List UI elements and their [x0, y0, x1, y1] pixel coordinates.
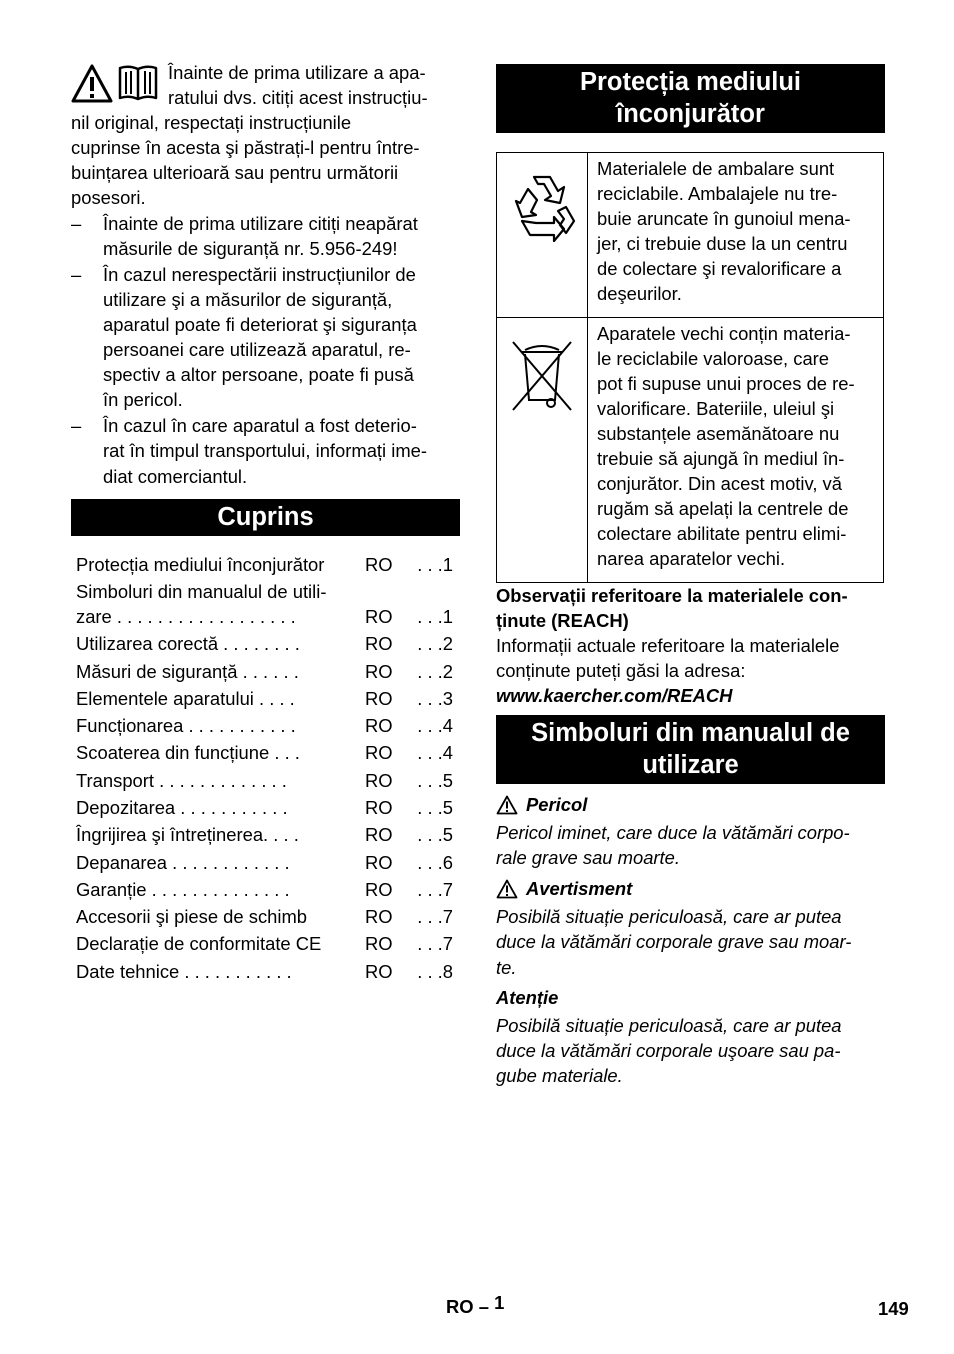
warning-triangle-icon	[496, 795, 518, 815]
toc-page: . . .2	[417, 660, 453, 682]
toc-title: Elementele aparatului . . . .	[76, 687, 295, 709]
toc-heading-text: Cuprins	[217, 502, 314, 531]
reach-text: conținute puteți găsi la adresa:	[496, 659, 746, 681]
environment-table	[496, 152, 884, 583]
toc-title: Declarație de conformitate CE	[76, 933, 322, 955]
text-line: narea aparatelor vechi.	[597, 548, 786, 570]
list-item-line: persoanei care utilizează aparatul, re-	[103, 339, 411, 361]
recycle-icon	[504, 167, 580, 243]
text-line: pot fi supuse unui proces de re-	[597, 372, 855, 394]
list-item-line: În cazul în care aparatul a fost deterio-	[103, 415, 417, 437]
toc-lang: RO	[365, 824, 393, 846]
text-line: Materialele de ambalare sunt	[597, 158, 835, 179]
reach-section	[496, 583, 885, 708]
heading-line: Simboluri din manualul de	[531, 718, 850, 747]
avertisment-label: Avertisment	[526, 878, 633, 900]
avertisment-title	[496, 876, 885, 901]
dash-bullet: –	[71, 415, 82, 437]
dash-bullet: –	[71, 212, 82, 234]
toc-heading	[71, 499, 460, 536]
text-line: colectare abilitate pentru elimi-	[597, 523, 847, 545]
avertisment-text: te.	[496, 956, 517, 978]
dash-bullet: –	[71, 263, 82, 285]
list-item	[71, 262, 460, 413]
toc-row[interactable]	[71, 740, 460, 765]
toc-lang: RO	[365, 851, 393, 873]
warning-triangle-icon	[71, 64, 113, 104]
toc-lang: RO	[365, 933, 393, 955]
text-line: conjurător. Din acest motiv, vă	[597, 473, 842, 495]
list-item-line: În cazul nerespectării instrucțiunilor de	[103, 263, 416, 285]
intro-line: ratului dvs. citiți acest instrucțiu-	[168, 87, 428, 109]
text-line: rugăm să apelați la centrele de	[597, 498, 849, 520]
text-line: reciclabile. Ambalajele nu tre-	[597, 183, 838, 205]
toc-title: Scoaterea din funcțiune . . .	[76, 742, 300, 764]
text-line: deşeurilor.	[597, 283, 682, 305]
toc-page: . . .6	[417, 851, 453, 873]
text-line: valorificare. Bateriile, uleiul şi	[597, 397, 835, 419]
toc-title: Simboluri din manualul de utili-	[76, 580, 327, 602]
toc-title: Transport . . . . . . . . . . . . .	[76, 769, 287, 791]
toc-lang: RO	[365, 553, 393, 575]
toc-row[interactable]	[71, 713, 460, 738]
toc-page: . . .3	[417, 687, 453, 709]
list-item-line: Înainte de prima utilizare citiți neapărat	[103, 212, 418, 234]
intro-paragraph	[71, 60, 460, 211]
list-item-line: aparatul poate fi deteriorat şi siguranța	[103, 313, 417, 335]
toc-lang: RO	[365, 633, 393, 655]
table-row	[497, 153, 884, 318]
text-line: trebuie să ajungă în mediul în-	[597, 448, 845, 470]
toc-title: Date tehnice . . . . . . . . . . .	[76, 960, 292, 982]
toc-page: . . .8	[417, 960, 453, 982]
toc-page: . . .5	[417, 769, 453, 791]
pericol-title	[496, 792, 885, 817]
list-item-line: diat comerciantul.	[103, 465, 248, 487]
toc-page: . . .5	[417, 824, 453, 846]
text-line: Aparatele vechi conțin materia-	[597, 322, 851, 344]
text-line: buie aruncate în gunoiul mena-	[597, 208, 851, 230]
toc-row[interactable]	[71, 659, 460, 684]
heading-line: înconjurător	[616, 100, 765, 128]
intro-icons	[71, 64, 163, 110]
toc-row[interactable]	[71, 850, 460, 875]
environment-heading	[496, 64, 885, 133]
avertisment-text: duce la vătămări corporale grave sau moar-	[496, 931, 852, 953]
footer-dash: –	[478, 1296, 489, 1317]
pericol-text: rale grave sau moarte.	[496, 847, 680, 869]
toc-lang: RO	[365, 660, 393, 682]
toc-page: . . .7	[417, 906, 453, 928]
manual-book-icon	[117, 64, 159, 104]
list-item	[71, 211, 460, 261]
toc-row[interactable]	[71, 604, 460, 629]
text-line: le reciclabile valoroase, care	[597, 347, 830, 369]
toc-lang: RO	[365, 769, 393, 791]
left-column	[71, 60, 460, 986]
list-item-line: rat în timpul transportului, informați ime-	[103, 440, 427, 462]
reach-link[interactable]: www.kaercher.com/REACH	[496, 684, 733, 706]
toc-row[interactable]	[71, 579, 460, 604]
footer-lang: RO	[446, 1296, 474, 1317]
list-item-line: în pericol.	[103, 389, 183, 411]
footer-num: 1	[494, 1292, 505, 1313]
text-line: jer, ci trebuie duse la un centru	[597, 233, 848, 255]
toc-page: . . .4	[417, 715, 453, 737]
toc-title: Garanție . . . . . . . . . . . . . .	[76, 878, 290, 900]
toc-page: . . .1	[417, 553, 453, 575]
toc-page: . . .7	[417, 878, 453, 900]
toc-lang: RO	[365, 960, 393, 982]
text-line: de colectare şi revalorificare a	[597, 258, 842, 280]
list-item-line: utilizare şi a măsurilor de siguranță,	[103, 288, 393, 310]
toc-row[interactable]	[71, 931, 460, 956]
symbols-heading	[496, 715, 885, 784]
toc-row[interactable]	[71, 877, 460, 902]
toc-row[interactable]	[71, 795, 460, 820]
toc-lang: RO	[365, 687, 393, 709]
pericol-text: Pericol iminet, care duce la vătămări corpo-	[496, 822, 850, 844]
toc-row[interactable]	[71, 768, 460, 793]
warning-triangle-icon	[496, 879, 518, 899]
toc-row[interactable]	[71, 959, 460, 984]
toc-title: zare . . . . . . . . . . . . . . . . . .	[76, 605, 296, 627]
table-of-contents	[71, 552, 460, 984]
toc-row[interactable]	[71, 552, 460, 577]
text-line: substanțele asemănătoare nu	[597, 422, 840, 444]
intro-line: buințarea ulterioară sau pentru următorii	[71, 162, 399, 184]
toc-title: Utilizarea corectă . . . . . . . .	[76, 633, 300, 655]
toc-lang: RO	[365, 742, 393, 764]
toc-lang: RO	[365, 796, 393, 818]
toc-row[interactable]	[71, 904, 460, 929]
toc-page: . . .4	[417, 742, 453, 764]
toc-page: . . .2	[417, 633, 453, 655]
atentie-title: Atenție	[496, 986, 559, 1008]
reach-title: Observații referitoare la materialele con-	[496, 584, 848, 606]
toc-page: . . .7	[417, 933, 453, 955]
intro-line: Înainte de prima utilizare a apa-	[168, 62, 426, 83]
atentie-text: duce la vătămări corporale uşoare sau pa-	[496, 1039, 841, 1061]
toc-title: Accesorii şi piese de schimb	[76, 906, 307, 928]
toc-title: Depanarea . . . . . . . . . . . .	[76, 851, 290, 873]
reach-text: Informații actuale referitoare la materialele	[496, 634, 840, 656]
heading-line: Protecția mediului	[579, 68, 802, 96]
toc-row[interactable]	[71, 822, 460, 847]
icon-cell	[497, 153, 588, 318]
page-number: 149	[878, 1298, 909, 1319]
list-item	[71, 413, 460, 488]
avertisment-text: Posibilă situație periculoasă, care ar putea	[496, 906, 842, 928]
toc-row[interactable]	[71, 631, 460, 656]
toc-row[interactable]	[71, 686, 460, 711]
toc-title: Măsuri de siguranță . . . . . .	[76, 660, 299, 682]
atentie-text: gube materiale.	[496, 1064, 623, 1086]
old-appliances-text	[588, 317, 884, 582]
toc-page: . . .5	[417, 796, 453, 818]
intro-line: nil original, respectați instrucțiunile	[71, 112, 352, 134]
pericol-label: Pericol	[526, 793, 588, 815]
symbols-section	[496, 792, 885, 1088]
right-column	[496, 64, 885, 1088]
crossed-bin-icon	[509, 338, 575, 414]
list-item-line: spectiv a altor persoane, poate fi pusă	[103, 364, 414, 386]
toc-title: Funcționarea . . . . . . . . . . .	[76, 715, 296, 737]
icon-cell	[497, 317, 588, 582]
footer-section-code	[446, 1292, 505, 1318]
heading-line: utilizare	[642, 750, 739, 779]
toc-page: . . .1	[417, 605, 453, 627]
list-item-line: măsurile de siguranță nr. 5.956-249!	[103, 237, 398, 259]
table-row	[497, 317, 884, 582]
toc-lang: RO	[365, 715, 393, 737]
intro-line: posesori.	[71, 187, 146, 209]
toc-lang: RO	[365, 605, 393, 627]
packaging-text	[588, 153, 884, 318]
atentie-text: Posibilă situație periculoasă, care ar putea	[496, 1014, 842, 1036]
toc-title: Depozitarea . . . . . . . . . . .	[76, 796, 288, 818]
toc-title: Protecția mediului înconjurător	[76, 553, 325, 575]
toc-lang: RO	[365, 878, 393, 900]
intro-line: cuprinse în acesta şi păstrați-l pentru între-	[71, 137, 420, 159]
toc-lang: RO	[365, 906, 393, 928]
reach-title: ținute (REACH)	[496, 609, 629, 631]
toc-title: Îngrijirea şi întreținerea. . . .	[76, 824, 299, 846]
safety-list	[71, 211, 460, 489]
